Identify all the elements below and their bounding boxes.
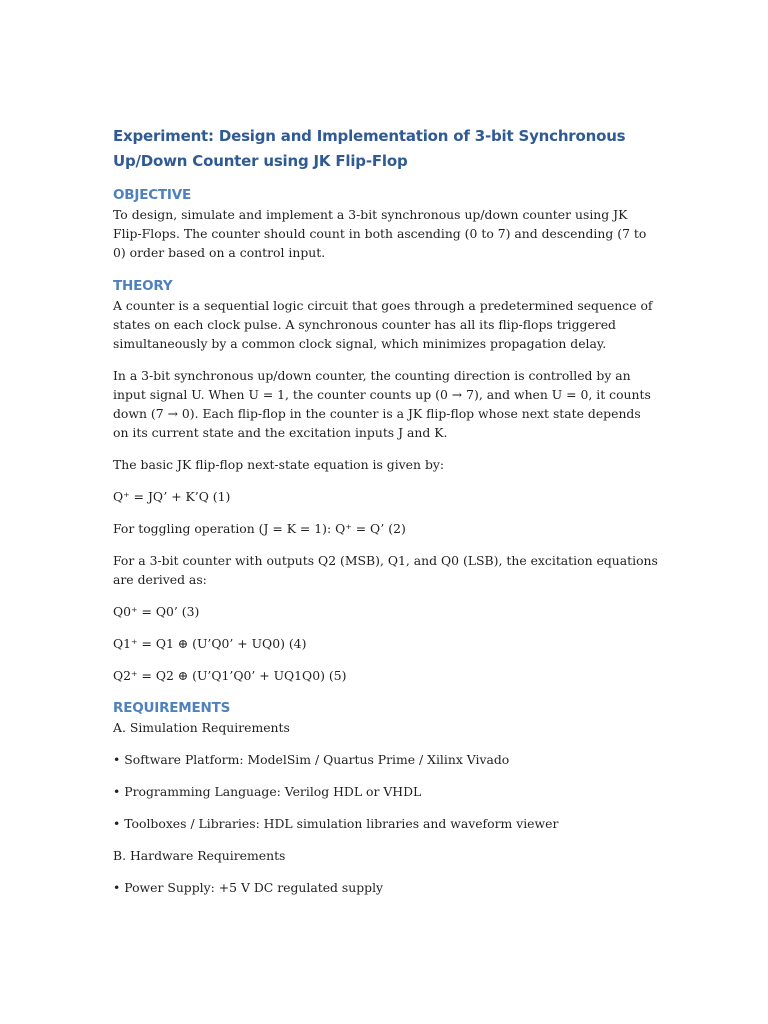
theory-paragraph-3: The basic JK flip-flop next-state equation is given by: <box>113 457 445 472</box>
simulation-requirements-heading: A. Simulation Requirements <box>113 720 290 735</box>
document-title: Experiment: Design and Implementation of 3-bit Synchronous Up/Down Counter using JK Flip-Flop <box>113 127 626 170</box>
equation-1: Q⁺ = JQ’ + K’Q (1) <box>113 489 231 504</box>
objective-text: To design, simulate and implement a 3-bit synchronous up/down counter using JK Flip-Flops. The counter should count in both ascending (0 to 7) and descending (7 to 0) order based on a control input. <box>113 207 647 260</box>
equation-2: For toggling operation (J = K = 1): Q⁺ = Q’ (2) <box>113 521 406 536</box>
equation-5: Q2⁺ = Q2 ⊕ (U’Q1’Q0’ + UQ1Q0) (5) <box>113 668 347 683</box>
hardware-requirements-heading: B. Hardware Requirements <box>113 848 286 863</box>
list-item: • Programming Language: Verilog HDL or VHDL <box>113 784 422 799</box>
objective-heading: OBJECTIVE <box>113 187 192 203</box>
requirements-heading: REQUIREMENTS <box>113 700 231 716</box>
list-item: • Power Supply: +5 V DC regulated supply <box>113 880 384 895</box>
theory-paragraph-1: A counter is a sequential logic circuit that goes through a predetermined sequence of states on each clock pulse. A synchronous counter has all its flip-flops triggered simultaneously by a common clock signal, which minimizes propagation delay. <box>113 298 653 351</box>
document-page <box>113 124 658 910</box>
theory-paragraph-2: In a 3-bit synchronous up/down counter, the counting direction is controlled by an input signal U. When U = 1, the counter counts up (0 → 7), and when U = 0, it counts down (7 → 0). Each flip-flop in the counter is a JK flip-flop whose next state depends on its current state and the excitation inputs J and K. <box>113 368 651 440</box>
equation-4: Q1⁺ = Q1 ⊕ (U’Q0’ + UQ0) (4) <box>113 636 307 651</box>
theory-heading: THEORY <box>113 278 173 294</box>
theory-paragraph-4: For a 3-bit counter with outputs Q2 (MSB), Q1, and Q0 (LSB), the excitation equations are derived as: <box>113 553 658 587</box>
list-item: • Toolboxes / Libraries: HDL simulation libraries and waveform viewer <box>113 816 559 831</box>
list-item: • Software Platform: ModelSim / Quartus Prime / Xilinx Vivado <box>113 752 510 767</box>
equation-3: Q0⁺ = Q0’ (3) <box>113 604 200 619</box>
